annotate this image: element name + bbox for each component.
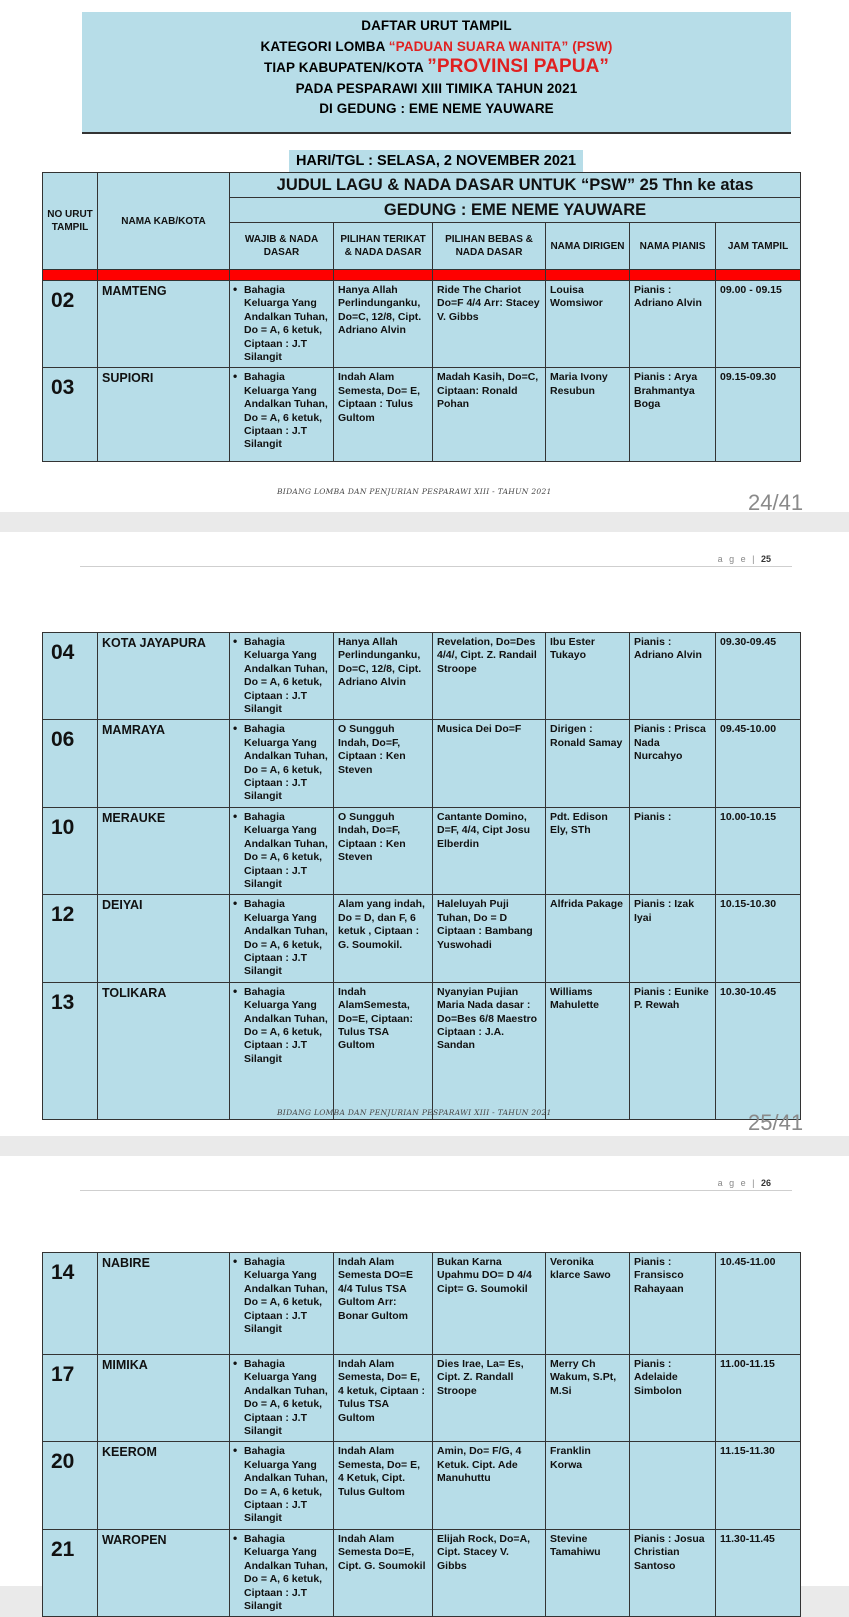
table-row [43,895,801,982]
row-dirigen: Williams Mahulette [546,982,630,1119]
header-gedung: GEDUNG : EME NEME YAUWARE [230,198,801,223]
row-dirigen: Veronika klarce Sawo [546,1253,630,1355]
row-pianis: Pianis : Fransisco Rahayaan [630,1253,716,1355]
page-footer-1: BIDANG LOMBA DAN PENJURIAN PESPARAWI XIII - TAHUN 2021 [277,487,552,496]
red-divider-row [43,270,801,281]
date-label: HARI/TGL : SELASA, 2 NOVEMBER 2021 [289,150,583,172]
row-jam: 09.15-09.30 [716,368,801,462]
table-row [43,1253,801,1355]
title-line-3: TIAP KABUPATEN/KOTA ”PROVINSI PAPUA” [263,56,610,77]
row-dirigen: Ibu Ester Tukayo [546,633,630,720]
row-pianis: Pianis : Josua Christian Santoso [630,1529,716,1616]
row-jam: 10.00-10.15 [716,807,801,894]
title-line-4: PADA PESPARAWI XIII TIMIKA TAHUN 2021 [295,80,578,96]
row-bebas: Musica Dei Do=F [433,720,546,807]
header-judul: JUDUL LAGU & NADA DASAR UNTUK “PSW” 25 Thn ke atas [230,173,801,198]
row-kab: MAMRAYA [98,720,230,807]
row-jam: 09.45-10.00 [716,720,801,807]
header-dirigen: NAMA DIRIGEN [546,223,630,270]
row-terikat: Indah AlamSemesta, Do=E, Ciptaan: Tulus TSA Gultom [334,982,433,1119]
row-jam: 11.00-11.15 [716,1355,801,1442]
table-row [43,1355,801,1442]
row-pianis: Pianis : [630,807,716,894]
row-dirigen: Dirigen : Ronald Samay [546,720,630,807]
header-rule-3 [80,1190,792,1191]
row-jam: 09.00 - 09.15 [716,281,801,368]
row-wajib: • Bahagia Keluarga Yang Andalkan Tuhan, Do = A, 6 ketuk, Ciptaan : J.T Silangit [230,982,334,1119]
row-no: 03 [43,368,98,462]
header-terikat: PILIHAN TERIKAT & NADA DASAR [334,223,433,270]
header-jam: JAM TAMPIL [716,223,801,270]
header-bebas: PILIHAN BEBAS & NADA DASAR [433,223,546,270]
row-kab: TOLIKARA [98,982,230,1119]
row-kab: SUPIORI [98,368,230,462]
row-wajib: • Bahagia Keluarga Yang Andalkan Tuhan, Do = A, 6 ketuk, Ciptaan : J.T Silangit [230,368,334,462]
row-dirigen: Maria Ivony Resubun [546,368,630,462]
table-row [43,720,801,807]
table-row [43,633,801,720]
row-wajib: • Bahagia Keluarga Yang Andalkan Tuhan, Do = A, 6 ketuk, Ciptaan : J.T Silangit [230,633,334,720]
row-bebas: Bukan Karna Upahmu DO= D 4/4 Cipt= G. Soumokil [433,1253,546,1355]
row-bebas: Amin, Do= F/G, 4 Ketuk. Cipt. Ade Manuhuttu [433,1442,546,1529]
row-terikat: Hanya Allah Perlindunganku, Do=C, 12/8, Cipt. Adriano Alvin [334,281,433,368]
row-wajib: • Bahagia Keluarga Yang Andalkan Tuhan, Do = A, 6 ketuk, Ciptaan : J.T Silangit [230,1529,334,1616]
row-wajib: • Bahagia Keluarga Yang Andalkan Tuhan, Do = A, 6 ketuk, Ciptaan : J.T Silangit [230,1253,334,1355]
row-jam: 10.15-10.30 [716,895,801,982]
row-no: 06 [43,720,98,807]
header-kab: NAMA KAB/KOTA [98,173,230,270]
row-terikat: Indah Alam Semesta Do=E, Cipt. G. Soumokil [334,1529,433,1616]
row-wajib: • Bahagia Keluarga Yang Andalkan Tuhan, Do = A, 6 ketuk, Ciptaan : J.T Silangit [230,895,334,982]
row-pianis: Pianis : Izak Iyai [630,895,716,982]
row-terikat: Indah Alam Semesta, Do= E, Ciptaan : Tulus Gultom [334,368,433,462]
row-kab: KOTA JAYAPURA [98,633,230,720]
row-jam: 10.45-11.00 [716,1253,801,1355]
row-wajib: • Bahagia Keluarga Yang Andalkan Tuhan, Do = A, 6 ketuk, Ciptaan : J.T Silangit [230,281,334,368]
row-terikat: Hanya Allah Perlindunganku, Do=C, 12/8, Cipt. Adriano Alvin [334,633,433,720]
row-wajib: • Bahagia Keluarga Yang Andalkan Tuhan, Do = A, 6 ketuk, Ciptaan : J.T Silangit [230,720,334,807]
row-no: 14 [43,1253,98,1355]
row-no: 21 [43,1529,98,1616]
row-jam: 10.30-10.45 [716,982,801,1119]
header-rule-2 [80,566,792,567]
page-footer-2: BIDANG LOMBA DAN PENJURIAN PESPARAWI XIII - TAHUN 2021 [277,1108,552,1117]
row-no: 02 [43,281,98,368]
page-26 [0,1156,849,1612]
table-row [43,1529,801,1616]
row-pianis: Pianis : Eunike P. Rewah [630,982,716,1119]
row-kab: MAMTENG [98,281,230,368]
table-header-row-1 [43,173,801,198]
row-bebas: Ride The Chariot Do=F 4/4 Arr: Stacey V. Gibbs [433,281,546,368]
row-no: 17 [43,1355,98,1442]
row-dirigen: Merry Ch Wakum, S.Pt, M.Si [546,1355,630,1442]
row-bebas: Haleluyah Puji Tuhan, Do = D Ciptaan : Bambang Yuswohadi [433,895,546,982]
row-bebas: Elijah Rock, Do=A, Cipt. Stacey V. Gibbs [433,1529,546,1616]
row-kab: DEIYAI [98,895,230,982]
page-25 [0,532,849,1136]
row-jam: 11.30-11.45 [716,1529,801,1616]
row-pianis: Pianis : Adriano Alvin [630,281,716,368]
row-no: 10 [43,807,98,894]
row-terikat: Indah Alam Semesta, Do= E, 4 Ketuk, Cipt. Tulus Gultom [334,1442,433,1529]
page-header-3: a g e | 26 [717,1178,771,1188]
row-terikat: O Sungguh Indah, Do=F, Ciptaan : Ken Steven [334,720,433,807]
row-pianis: Pianis : Arya Brahmantya Boga [630,368,716,462]
row-terikat: O Sungguh Indah, Do=F, Ciptaan : Ken Steven [334,807,433,894]
row-kab: MIMIKA [98,1355,230,1442]
row-dirigen: Stevine Tamahiwu [546,1529,630,1616]
row-terikat: Indah Alam Semesta DO=E 4/4 Tulus TSA Gultom Arr: Bonar Gultom [334,1253,433,1355]
row-kab: WAROPEN [98,1529,230,1616]
table-row [43,807,801,894]
page-24 [0,0,849,515]
row-terikat: Alam yang indah, Do = D, dan F, 6 ketuk , Ciptaan : G. Soumokil. [334,895,433,982]
row-bebas: Dies Irae, La= Es, Cipt. Z. Randall Stroope [433,1355,546,1442]
schedule-table-1 [42,172,801,462]
row-no: 20 [43,1442,98,1529]
schedule-table-2 [42,632,801,1120]
row-pianis: Pianis : Adriano Alvin [630,633,716,720]
row-jam: 11.15-11.30 [716,1442,801,1529]
row-bebas: Cantante Domino, D=F, 4/4, Cipt Josu Elberdin [433,807,546,894]
table-row [43,982,801,1119]
row-kab: NABIRE [98,1253,230,1355]
row-dirigen: Louisa Womsiwor [546,281,630,368]
header-no: NO URUT TAMPIL [43,173,98,270]
row-bebas: Nyanyian Pujian Maria Nada dasar : Do=Bes 6/8 Maestro Ciptaan : J.A. Sandan [433,982,546,1119]
title-line-5: DI GEDUNG : EME NEME YAUWARE [319,101,554,116]
table-row [43,281,801,368]
row-no: 12 [43,895,98,982]
row-dirigen: Pdt. Edison Ely, STh [546,807,630,894]
page-counter-1: 24/41 [748,490,804,515]
title-line-1: DAFTAR URUT TAMPIL [361,18,512,33]
row-kab: MERAUKE [98,807,230,894]
title-line-2: KATEGORI LOMBA “PADUAN SUARA WANITA” (PSW) [260,38,613,54]
table-row [43,368,801,462]
row-bebas: Revelation, Do=Des 4/4/, Cipt. Z. Randail Stroope [433,633,546,720]
page-counter-2: 25/41 [748,1110,804,1135]
row-wajib: • Bahagia Keluarga Yang Andalkan Tuhan, Do = A, 6 ketuk, Ciptaan : J.T Silangit [230,1442,334,1529]
row-pianis: Pianis : Adelaide Simbolon [630,1355,716,1442]
row-jam: 09.30-09.45 [716,633,801,720]
row-no: 04 [43,633,98,720]
row-pianis: Pianis : Prisca Nada Nurcahyo [630,720,716,807]
row-bebas: Madah Kasih, Do=C, Ciptaan: Ronald Pohan [433,368,546,462]
row-dirigen: Franklin Korwa [546,1442,630,1529]
row-kab: KEEROM [98,1442,230,1529]
row-no: 13 [43,982,98,1119]
page-header-2: a g e | 25 [717,554,771,564]
header-wajib: WAJIB & NADA DASAR [230,223,334,270]
document-title-box [82,12,791,134]
row-wajib: • Bahagia Keluarga Yang Andalkan Tuhan, Do = A, 6 ketuk, Ciptaan : J.T Silangit [230,1355,334,1442]
table-row [43,1442,801,1529]
row-wajib: • Bahagia Keluarga Yang Andalkan Tuhan, Do = A, 6 ketuk, Ciptaan : J.T Silangit [230,807,334,894]
header-pianis: NAMA PIANIS [630,223,716,270]
row-pianis [630,1442,716,1529]
row-terikat: Indah Alam Semesta, Do= E, 4 ketuk, Ciptaan : Tulus TSA Gultom [334,1355,433,1442]
row-dirigen: Alfrida Pakage [546,895,630,982]
schedule-table-3 [42,1252,801,1617]
